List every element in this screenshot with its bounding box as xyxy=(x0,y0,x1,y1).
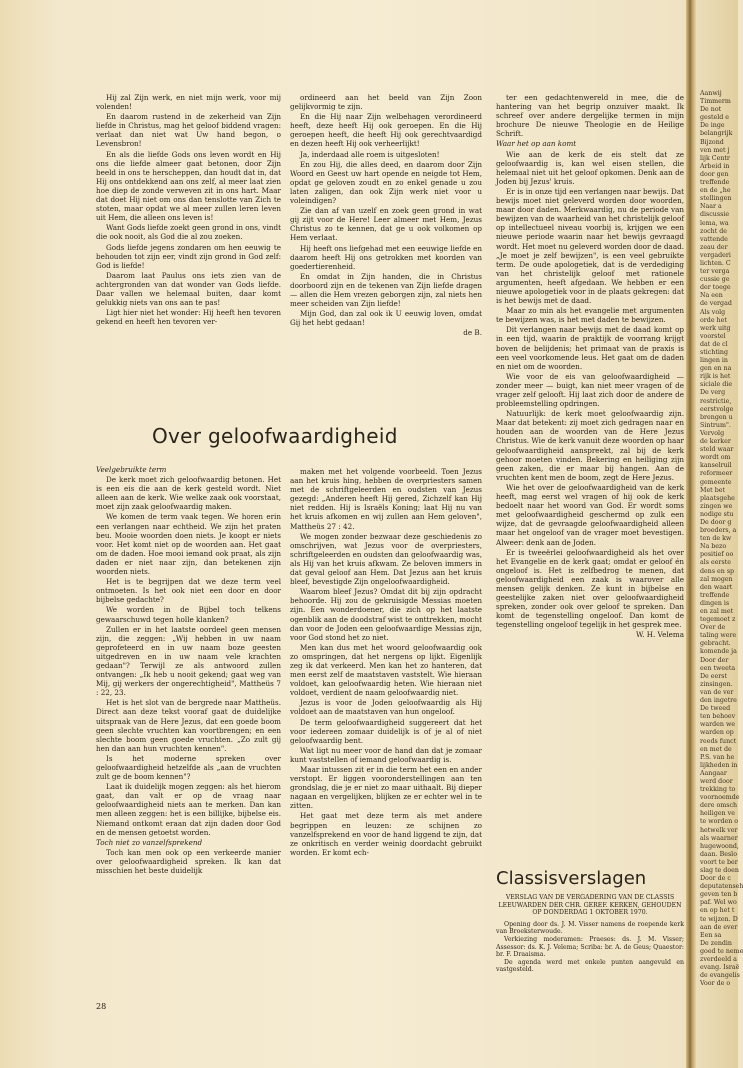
strip-line: vergaderi xyxy=(700,251,731,259)
paragraph: Hij heeft ons liefgehad met een eeuwige liefde en daarom heeft Hij ons getrokken met koorden van goedertierenheid. xyxy=(290,243,482,271)
strip-line: ven met j xyxy=(700,146,730,154)
strip-line: Naar a xyxy=(700,203,722,211)
strip-line: dere omsch xyxy=(700,802,738,810)
strip-line: komende ja xyxy=(700,648,737,656)
strip-line: deputatenseh xyxy=(700,883,743,891)
strip-line: lema, wa xyxy=(700,219,729,227)
strip-line: vattende xyxy=(700,235,728,243)
strip-line: broeders, a xyxy=(700,527,737,535)
strip-line: stellingen xyxy=(700,195,732,203)
paragraph: Wie aan de kerk de eis stelt dat ze geloofwaardig is, kan wel eisen stellen, die helemaal niet uit het geloof opkomen. Denk aan de Joden bij Jezus' kruis. xyxy=(496,149,684,186)
strip-line: nodige stu xyxy=(700,510,734,518)
strip-line: ter verga xyxy=(700,268,730,276)
paragraph: maken met het volgende voorbeeld. Toen Jezus aan het kruis hing, hebben de overpriesters samen met de schriftgeleerden en oudsten van Jezus gezegd: „Anderen heeft Hij gered, Zichzelf kan Hij niet redden. Hij is Israëls Koning; laat Hij nu van het kruis afkomen en wij zullen aan Hem geloven", Mattheüs 27 : 42. xyxy=(290,467,482,531)
strip-line: van de ver xyxy=(700,688,734,696)
strip-line: als waarner xyxy=(700,834,738,842)
author-signature: de B. xyxy=(463,328,482,338)
strip-line: trekking to xyxy=(700,786,736,794)
paragraph: ordineerd aan het beeld van Zijn Zoon gelijkvormig te zijn. xyxy=(290,93,482,112)
strip-line: gesteld e xyxy=(700,114,730,122)
paragraph: Het gaat met deze term als met andere begrippen en leuzen: ze schijnen zo vanzelfsprekend en voor de hand liggend te zijn, dat ze onkritisch en verder weinig doordacht gebruikt worden. Er komt ech- xyxy=(290,811,482,857)
strip-line: warden we xyxy=(700,721,736,729)
strip-line: een tweeta xyxy=(700,664,736,672)
strip-line: heiligen ve xyxy=(700,810,735,818)
strip-line: en met de xyxy=(700,745,732,753)
paragraph: Waarom bleef Jezus? Omdat dit bij zijn opdracht behoorde. Hij zou de gekruisigde Messias moeten zijn. Een wonderdoener, die zich op het laatste ogenblik aan de doodstraf wist te onttrekken, mocht dan voor de Joden een geloofwaardige Messias zijn, voor God stond het zo niet. xyxy=(290,587,482,642)
paragraph: Wat ligt nu meer voor de hand dan dat je zomaar kunt vaststellen of iemand geloofwaardig is. xyxy=(290,745,482,764)
strip-line: der toege xyxy=(700,284,731,292)
paragraph: Ja, inderdaad alle roem is uitgesloten! xyxy=(300,149,440,159)
paragraph: We mogen zonder bezwaar deze geschiedenis zo omschrijven, wat Jezus voor de overpriesters, schriftgeleerden en oudsten dan geloofwaardig was, als Hij van het kruis afkwam. Ze beloven immers in dat geval geloof aan Hem. Dat Jezus aan het kruis bleef, bevestigde Zijn ongeloofwaardigheid. xyxy=(290,531,482,587)
strip-line: zal mogen xyxy=(700,575,733,583)
strip-line: gemeente xyxy=(700,478,732,486)
strip-line: restrictie, xyxy=(700,397,732,405)
strip-line: hetwelk ver xyxy=(700,826,738,834)
strip-line: goed te neme xyxy=(700,947,743,955)
strip-line: zeau der xyxy=(700,243,728,251)
strip-line: zinsingen. xyxy=(700,680,733,688)
strip-line: den waart xyxy=(700,583,733,591)
lower-middle-column xyxy=(290,467,482,887)
paragraph: ter een gedachtenwereld in mee, die de hantering van het begrip onzuiver maakt. Ik schreef over andere dergelijke termen in mijn brochure De nieuwe Theologie en de Heilige Schrift. xyxy=(496,93,684,139)
author-signature: W. H. Velema xyxy=(636,630,684,640)
paragraph: Jezus is voor de Joden geloofwaardig als Hij voldoet aan de maatstaven van hun ongeloof. xyxy=(290,698,482,717)
strip-line: stichting xyxy=(700,349,728,356)
strip-line: voort te ber xyxy=(700,858,738,866)
paragraph: We worden in de Bijbel toch telkens gewaarschuwd tegen holle klanken? xyxy=(96,605,281,624)
strip-line: Na bezo xyxy=(700,543,727,551)
strip-line: en de „he xyxy=(700,187,731,195)
strip-line: de vergad xyxy=(700,300,732,308)
paragraph: Want Gods liefde zoekt geen grond in ons, vindt die ook nooit, als God die al zou zoeken. xyxy=(96,223,281,242)
strip-line: De door g xyxy=(700,518,732,526)
strip-line: Over de xyxy=(700,624,726,632)
strip-line: Sintrum". xyxy=(700,421,731,429)
strip-line: den ingetre xyxy=(700,697,737,705)
strip-line: ten de kw xyxy=(700,535,732,543)
strip-line: als eerste xyxy=(700,559,731,567)
strip-line: lijkheden in xyxy=(700,761,738,769)
strip-line: en op het t xyxy=(700,907,735,915)
paragraph: De kerk moet zich geloofwaardig betonen. Het is een eis die aan de kerk gesteld wordt. Niet alleen aan de kerk. Wie welke zaak ook voorstaat, moet zijn zaak geloofwaardig maken. xyxy=(96,475,281,512)
strip-line: treffende xyxy=(700,179,730,187)
strip-line: De verg xyxy=(700,389,726,397)
page-binding-fold xyxy=(686,0,696,1068)
strip-line: plaatsgehe xyxy=(700,494,735,502)
paragraph: Het is het slot van de bergrede naar Mattheüs. Direct aan deze tekst vooraf gaat de duidelijke uitspraak van de Here Jezus, dat een goede boom geen slechte vruchten kan voortbrengen; en een slechte boom geen goede vruchten. „Zo zult gij hen dan aan hun vruchten kennen". xyxy=(96,698,281,753)
strip-line: discussie xyxy=(700,211,730,219)
paragraph: Zie dan af van uzelf en zoek geen grond in wat gij zijt voor de Here! Leer almeer met Hem, Jezus Christus zo te kennen, dat ge u ook volkomen op Hem verlaat. xyxy=(290,206,482,243)
strip-line: lingen in xyxy=(700,357,728,365)
paragraph: Er is tweeërlei geloofwaardigheid als het over het Evangelie en de kerk gaat; omdat er geloof én ongeloof is. Het is zelfbedrog te menen, dat geloofwaardigheid een zaak is waarover alle mensen gelijk denken. Ze kunt in bijbelse en geestelijke zaken niet over geloofwaardigheid spreken, zonder ook over geloof te spreken. Dan komt de tegenstelling ongeloof. Dan komt de tegenstelling ongeloof tegelijk in het gesprek mee. xyxy=(496,547,684,630)
paragraph: We komen de term vaak tegen. We horen erin een verlangen naar echtheid. We zijn het praten beu. Mooie woorden doen niets. Je koopt er niets voor. Het komt niet op de woorden aan. Het gaat om de daden. Hoe mooi iemand ook praat, als zijn daden er niet naar zijn, dan betekenen zijn woorden niets. xyxy=(96,512,281,577)
strip-line: dat de cl xyxy=(700,340,728,348)
classis-report xyxy=(496,894,684,974)
paragraph: Wie het over de geloofwaardigheid van de kerk heeft, mag eerst wel vragen of hij ook de kerk bedoelt naar het woord van God. Er wordt soms met geloofwaardigheid geschermd op zulk een wijze, dat de gevraagde geloofwaardigheid alleen maar het ongeloof van de vrager moet bevestigen. Alweer: denk aan de Joden. xyxy=(496,482,684,547)
section-subheading: Waar het op aan komt xyxy=(496,139,577,149)
paragraph: Zullen er in het laatste oordeel geen mensen zijn, die zeggen: „Wij hebben in uw naam geprofeteerd en in uw naam boze geesten uitgedreven en in uw naam vele krachten gedaan"? Terwijl ze als antwoord zullen ontvangen: „Ik heb u nooit gekend; gaat weg van Mij, gij werkers der ongerechtigheid", Mattheüs 7 : 22, 23. xyxy=(96,624,281,698)
strip-line: werk uitg xyxy=(700,324,731,332)
paragraph: De term geloofwaardigheid suggereert dat het voor iedereen zomaar duidelijk is of je al of niet geloofwaardig bent. xyxy=(290,717,482,745)
next-page-strip xyxy=(700,90,743,990)
strip-line: De not xyxy=(700,106,722,114)
paragraph: Mijn God, dan zal ook ik U eeuwig loven, omdat Gij het hebt gedaan! xyxy=(290,309,482,328)
lower-left-column xyxy=(96,465,281,1005)
strip-line: Timmerm xyxy=(700,98,731,106)
paragraph: En omdat in Zijn handen, die in Christus doorboord zijn en de tekenen van Zijn liefde dragen — allen die Hem vrezen geborgen zijn, zal niets hen meer scheiden van Zijn liefde! xyxy=(290,271,482,309)
article-title: Over geloofwaardigheid xyxy=(152,424,398,448)
strip-line: wordt om xyxy=(700,454,731,462)
strip-line: voornoemde xyxy=(700,794,740,802)
strip-line: positief oo xyxy=(700,551,734,559)
top-left-column xyxy=(96,93,281,393)
strip-line: Als volg xyxy=(700,308,726,316)
paragraph: Maar zo min als het evangelie met argumenten te bewijzen was, is het met daden te bewijzen. xyxy=(496,306,684,325)
section-subheading: Veelgebruikte term xyxy=(96,465,167,474)
top-middle-column xyxy=(290,93,482,393)
classis-heading: Classisverslagen xyxy=(496,868,647,889)
paragraph: En die Hij naar Zijn welbehagen verordineerd heeft, deze heeft Hij ook geroepen. En die Hij geroepen heeft, die heeft Hij ook gerechtvaardigd en dezen heeft Hij ook verheerlijkt! xyxy=(290,112,482,149)
right-column xyxy=(496,93,684,853)
strip-line: zverdeeld a xyxy=(700,956,737,964)
strip-line: Met bet xyxy=(700,486,725,494)
strip-line: geven ten b xyxy=(700,891,738,899)
strip-line: dens en sp xyxy=(700,567,735,575)
paragraph: Wie voor de eis van geloofwaardigheid — zonder meer — buigt, kan niet meer vragen of de vrager zelf gelooft. Hij laat zich door de andere de probleemstelling opdringen. xyxy=(496,371,684,409)
page-number: 28 xyxy=(96,1002,107,1011)
strip-line: brengen u xyxy=(700,413,733,421)
strip-line: cussie ge xyxy=(700,276,730,284)
strip-line: zingen we xyxy=(700,502,733,510)
strip-line: slag te doen xyxy=(700,867,739,874)
paragraph: En zou Hij, die alles deed, en daarom door Zijn Woord en Geest uw hart opende en neigde tot Hem, opdat ge geloven zoudt en zo enkel genade u zou laten zaligen, dan ook Zijn werk niet voor u voleindigen? xyxy=(290,159,482,206)
paragraph: Daarom laat Paulus ons iets zien van de achtergronden van dat wonder van Gods liefde. Daar vallen we helemaal buiten, daar komt gelukkig niets van ons aan te pas! xyxy=(96,270,281,308)
strip-line: Door de c xyxy=(700,875,731,883)
paragraph: En als die liefde Gods ons leven wordt en Hij ons die liefde almeer gaat betonen, door Zijn beeld in ons te herscheppen, dan houdt dat in, dat Hij ons ontdekkend aan ons zelf, al meer laat zien hoe diep de zonde verweven zit in ons hart. Maar dat doet Hij niet om ons dan tenslotte van Zich te stoten, maar opdat we al meer zullen leren leven uit Hem, die alleen ons leven is! xyxy=(96,149,281,223)
strip-line: reformeer xyxy=(700,470,733,478)
paragraph: Ligt hier niet het wonder: Hij heeft hen tevoren gekend en heeft hen tevoren ver- xyxy=(96,308,281,327)
strip-line: rijk is het xyxy=(700,373,731,381)
paragraph: Er is in onze tijd een verlangen naar bewijs. Dat bewijs moet niet geleverd worden door woorden, maar door daden. Merkwaardig, nu de periode van bewijzen van de waarheid van het christelijk geloof op intellectueel niveau voorbij is, krijgen we een nieuwe periode waarin naar het bewijs gevraagd wordt. Het moet nu geleverd worden door de daad. „Je moet je zelf bewijzen", is een veel gebruikte term. De oude apologetiek, dat is de verdediging van het christelijk geloof met rationele argumenten, heeft afgedaan. We hebben er een nieuwe apologetiek voor in de plaats gekregen: dat is het bewijs met de daad. xyxy=(496,186,684,306)
strip-line: tegemoet z xyxy=(700,616,736,624)
paragraph: Dit verlangen naar bewijs met de daad komt op in een tijd, waarin de praktijk de voorrang krijgt boven de belijdenis; het primaat van de praxis is een veel voorkomende leus. Het gaat om de daden en niet om de woorden. xyxy=(496,325,684,371)
strip-line: de kerker xyxy=(700,438,731,446)
strip-line: De tweed xyxy=(700,705,731,713)
strip-line: De eerst xyxy=(700,672,728,680)
strip-line: zocht de xyxy=(700,227,727,235)
strip-line: Aanwij xyxy=(700,90,722,97)
strip-line: lijk Centr xyxy=(700,154,730,162)
strip-line: taling were xyxy=(700,632,737,640)
strip-line: De zendin xyxy=(700,939,732,947)
paragraph: Gods liefde jegens zondaren om hen eeuwig te behouden tot zijn eer, vindt zijn grond in God zelf: God is liefde! xyxy=(96,242,281,270)
strip-line: hugewoond, xyxy=(700,842,739,850)
paragraph: Hij zal Zijn werk, en niet mijn werk, voor mij volenden! xyxy=(96,93,281,112)
strip-line: paf. Wel wo xyxy=(700,899,737,907)
strip-line: aan de ever xyxy=(700,923,738,931)
strip-line: de evangelis xyxy=(700,972,740,980)
strip-line: en zal met xyxy=(700,608,734,615)
strip-line: De inge xyxy=(700,122,725,130)
strip-line: eerstvolge xyxy=(700,405,734,413)
strip-line: steld waar xyxy=(700,446,734,454)
strip-line: treffende xyxy=(700,591,730,599)
paragraph: Natuurlijk: de kerk moet geloofwaardig zijn. Maar dat betekent: zij moet zich gedragen naar en houden aan de woorden van de Here Jezus Christus. Wie de kerk vanuit deze woorden op haar geloofwaardigheid aanspreekt, zal bij de kerk gehoor moeten vinden. Bekering en heiliging zijn geen zaken, die er maar bij hangen. Aan de vruchten kent men de boom, zegt de Here Jezus. xyxy=(496,409,684,482)
paragraph: En daarom rustend in de zekerheid van Zijn liefde in Christus, mag het geloof biddend vragen: verlaat dan niet wat Uw hand begon, o Levensbron! xyxy=(96,112,281,149)
strip-line: Voor de o xyxy=(700,980,731,988)
paragraph: Maar intussen zit er in die term het een en ander verstopt. Er liggen vooronderstellingen aan ten grondslag, die je er niet zo maar uithaalt. Bij dieper nagaan en vergelijken, blijken ze er echter wel in te zitten. xyxy=(290,765,482,811)
paragraph: Het is te begrijpen dat we deze term veel ontmoeten. Is het ook niet een door en door bijbelse gedachte? xyxy=(96,577,281,605)
strip-line: siciale die xyxy=(700,381,733,389)
strip-line: dingen is xyxy=(700,599,730,607)
strip-line: lichten. C xyxy=(700,259,731,267)
strip-line: Door der xyxy=(700,656,729,664)
paragraph: Is het moderne spreken over geloofwaardigheid hetzelfde als „aan de vruchten zult ge de boom kennen"? xyxy=(96,753,281,782)
strip-line: orde het xyxy=(700,316,727,324)
strip-line: gen en na xyxy=(700,365,732,373)
report-paragraph: Verkiezing moderamen: Praeses: ds. J. M. Visser; Assessor: ds. K. J. Velema; Scriba: br. A. de Geus; Quaestor: br. F. Draaisma. xyxy=(496,935,684,959)
strip-line: voorstel xyxy=(700,332,726,340)
strip-line: daan. Beslo xyxy=(700,850,737,858)
strip-line: Arbeid in xyxy=(700,162,730,170)
strip-line: warden op xyxy=(700,729,734,737)
strip-line: te wijzen. D xyxy=(700,915,738,923)
strip-line: ten behoev xyxy=(700,713,736,721)
strip-line: werd door xyxy=(700,777,733,785)
strip-line: belangrijk xyxy=(700,130,733,138)
strip-line: Aangaar xyxy=(700,769,727,777)
strip-line: Een sa xyxy=(700,931,722,939)
strip-line: reeds funct xyxy=(700,737,737,745)
strip-line: kanselruil xyxy=(700,462,732,470)
strip-line: Vervolg xyxy=(700,429,725,437)
strip-line: Na een xyxy=(700,292,723,300)
paragraph: Laat ik duidelijk mogen zeggen: als het hierom gaat, dan valt er op de vraag naar geloofwaardigheid niets aan te merken. Dan kan men alleen zeggen: het is een billijke, bijbelse eis. Niemand ontkomt eraan dat zijn daden door God en de mensen getoetst worden. xyxy=(96,782,281,837)
report-title: VERSLAG VAN DE VERGADERING VAN DE CLASSIS LEEUWARDEN DER CHR. GEREF. KERKEN, GEHOUDEN OP DONDERDAG 1 OKTOBER 1970. xyxy=(498,894,682,917)
strip-line: Bijzond xyxy=(700,138,724,146)
report-paragraph: De agenda werd met enkele punten aangevuld en vastgesteld. xyxy=(496,958,684,974)
section-subheading: Toch niet zo vanzelfsprekend xyxy=(96,837,203,847)
report-paragraph: Opening door ds. J. M. Visser namens de roepende kerk van Broeksterwoude. xyxy=(496,920,684,936)
paragraph: Men kan dus met het woord geloofwaardig ook zo omspringen, dat het nergens op lijkt. Eigenlijk zeg ik dat verkeerd. Men kan het zo hanteren, dat men eerst zelf de maatstaven vaststelt. Wie hieraan voldoet, kan geloofwaardig heten. Wie hieraan niet voldoet, verdient de naam geloofwaardig niet. xyxy=(290,642,482,698)
strip-line: evang. Israë xyxy=(700,964,740,972)
paragraph: Toch kan men ook op een verkeerde manier over geloofwaardigheid spreken. Ik kan dat misschien het beste duidelijk xyxy=(96,847,281,876)
strip-line: gebracht. xyxy=(700,640,731,648)
strip-line: door gen xyxy=(700,170,729,178)
strip-line: P.S. van he xyxy=(700,753,735,761)
strip-line: te worden o xyxy=(700,818,739,826)
